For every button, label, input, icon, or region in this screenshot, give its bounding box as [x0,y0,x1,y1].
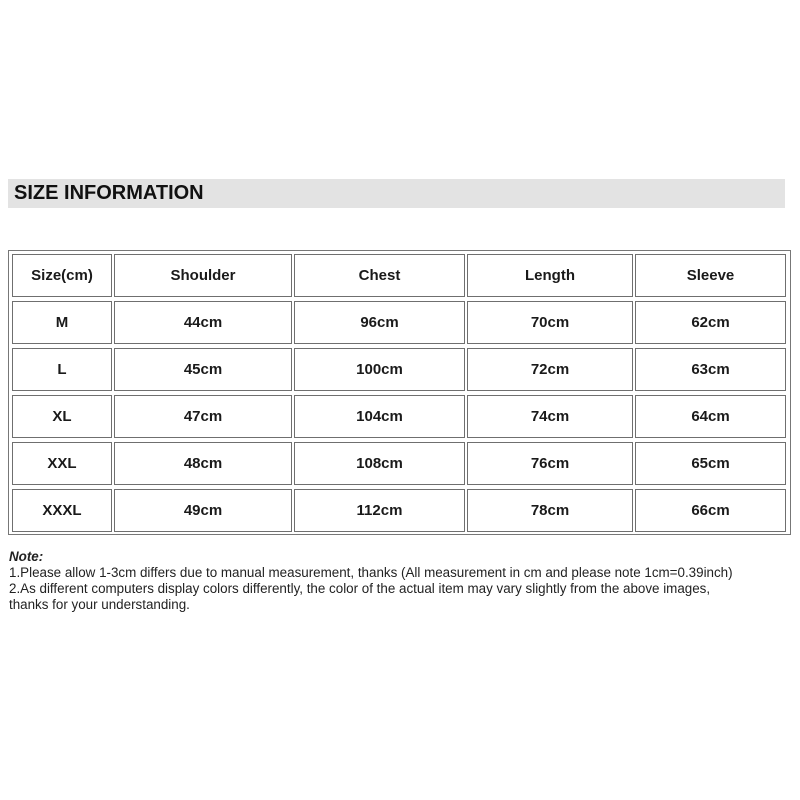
table-cell-sleeve: 66cm [635,489,786,532]
header-cell-length: Length [467,254,633,297]
table-cell-length: 74cm [467,395,633,438]
table-cell-sleeve: 62cm [635,301,786,344]
table-cell-chest: 104cm [294,395,465,438]
notes-block [9,549,789,613]
table-cell-size: XL [12,395,112,438]
table-cell-length: 70cm [467,301,633,344]
table-cell-shoulder: 47cm [114,395,292,438]
header-cell-size: Size(cm) [12,254,112,297]
table-cell-shoulder: 45cm [114,348,292,391]
header-cell-shoulder: Shoulder [114,254,292,297]
table-cell-size: XXL [12,442,112,485]
note-heading: Note: [9,549,44,564]
section-title-bar [8,179,785,208]
section-title: SIZE INFORMATION [14,182,204,204]
table-cell-chest: 100cm [294,348,465,391]
table-cell-size: L [12,348,112,391]
note-line: 1.Please allow 1-3cm differs due to manual measurement, thanks (All measurement in cm and please note 1cm=0.39inch) [9,565,733,580]
table-cell-size: M [12,301,112,344]
table-cell-sleeve: 64cm [635,395,786,438]
table-cell-size: XXXL [12,489,112,532]
note-line: 2.As different computers display colors differently, the color of the actual item may vary slightly from the above images, [9,581,711,596]
note-line: thanks for your understanding. [9,597,190,612]
table-cell-length: 78cm [467,489,633,532]
table-cell-sleeve: 65cm [635,442,786,485]
size-table [8,250,791,535]
table-cell-shoulder: 49cm [114,489,292,532]
table-cell-sleeve: 63cm [635,348,786,391]
table-cell-length: 76cm [467,442,633,485]
table-cell-shoulder: 48cm [114,442,292,485]
table-cell-chest: 96cm [294,301,465,344]
table-cell-chest: 108cm [294,442,465,485]
table-cell-length: 72cm [467,348,633,391]
table-cell-shoulder: 44cm [114,301,292,344]
header-cell-sleeve: Sleeve [635,254,786,297]
table-cell-chest: 112cm [294,489,465,532]
header-cell-chest: Chest [294,254,465,297]
